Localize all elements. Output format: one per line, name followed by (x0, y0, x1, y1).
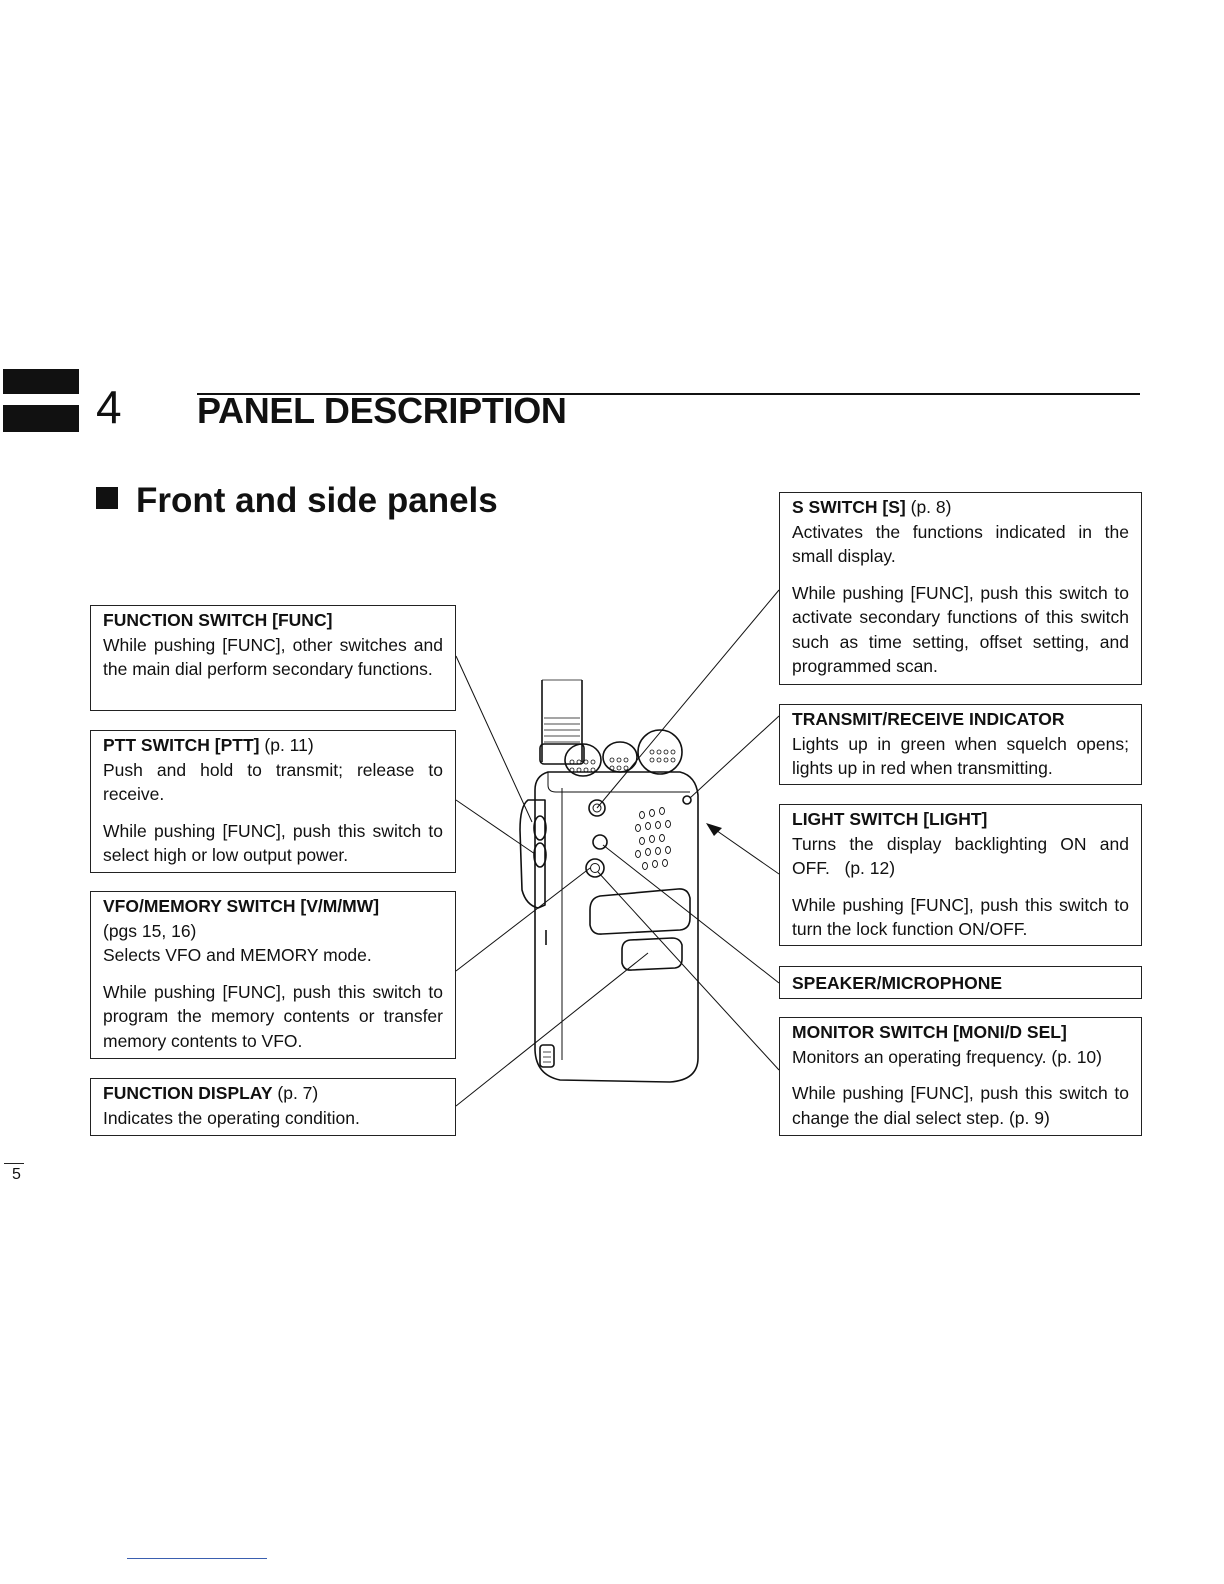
callout-text: While pushing [FUNC], push this switch to turn the lock function ON/OFF. (792, 894, 1129, 939)
callout-text: Lights up in green when squelch opens; lights up in red when transmitting. (792, 733, 1129, 778)
page-reference: (pgs 15, 16) (103, 920, 197, 941)
callout-text: Selects VFO and MEMORY mode. (103, 945, 372, 965)
page-reference: (p. 11) (264, 735, 314, 755)
arrow-icon (706, 823, 722, 836)
page-reference: (p. 7) (277, 1083, 319, 1103)
callout-ptt-switch (90, 730, 456, 873)
chapter-number: 4 (96, 381, 122, 433)
callout-heading: LIGHT SWITCH [LIGHT] (792, 809, 988, 829)
callout-text: While pushing [FUNC], other switches and the main dial perform secondary functions. (103, 634, 443, 679)
callout-heading: SPEAKER/MICROPHONE (792, 973, 1003, 993)
section-title-text: Front and side panels (136, 481, 498, 520)
callout-heading: TRANSMIT/RECEIVE INDICATOR (792, 709, 1065, 729)
callout-heading: S SWITCH [S] (792, 497, 906, 517)
callout-text: Indicates the operating condition. (103, 1107, 360, 1128)
callout-text: While pushing [FUNC], push this switch to change the dial select step. (p. 9) (792, 1083, 1129, 1128)
section-title (96, 483, 498, 518)
leader-lines (456, 590, 779, 1106)
footer-rule (127, 1558, 267, 1559)
callout-text: Turns the display backlighting ON and OFF. (p. 12) (792, 833, 1129, 878)
chapter-tab-mark (3, 405, 79, 432)
callout-heading: VFO/MEMORY SWITCH [V/M/MW] (103, 896, 380, 916)
indicator-graphic (683, 796, 691, 804)
display-window (590, 889, 690, 934)
callout-s-switch (779, 492, 1142, 685)
page-number-rule (4, 1163, 24, 1164)
callout-vfo-memory-switch (90, 891, 456, 1059)
antenna (542, 680, 582, 762)
section-bullet-icon (96, 487, 118, 509)
callout-light-switch (779, 804, 1142, 946)
page-reference: (p. 8) (910, 497, 952, 517)
callout-monitor-switch (779, 1017, 1142, 1136)
callout-transmit-receive-indicator (779, 704, 1142, 785)
callout-text: Monitors an operating frequency. (p. 10) (792, 1046, 1102, 1067)
callout-text: Push and hold to transmit; release to receive. (103, 759, 443, 804)
callout-function-switch (90, 605, 456, 711)
callout-heading: MONITOR SWITCH [MONI/D SEL] (792, 1022, 1067, 1042)
callout-speaker-microphone (779, 966, 1142, 999)
callout-text: Activates the functions indicated in the small display. (792, 521, 1129, 566)
monitor-switch-graphic (586, 859, 604, 877)
callout-heading: PTT SWITCH [PTT] (103, 735, 260, 755)
chapter-title: PANEL DESCRIPTION (197, 390, 567, 431)
callout-heading: FUNCTION SWITCH [FUNC] (103, 610, 333, 630)
callout-text: While pushing [FUNC], push this switch to activate secondary functions of this switch such as time setting, offset setting, and programmed scan. (792, 582, 1129, 676)
callout-function-display (90, 1078, 456, 1136)
callout-text: While pushing [FUNC], push this switch to select high or low output power. (103, 820, 443, 865)
page-number: 5 (12, 1166, 21, 1183)
radio-body (535, 772, 698, 1082)
callout-text: While pushing [FUNC], push this switch to program the memory contents or transfer memory contents to VFO. (103, 981, 443, 1051)
chapter-tab-mark (3, 369, 79, 394)
radio-illustration (440, 580, 785, 1120)
speaker-grille (636, 808, 671, 870)
callout-heading: FUNCTION DISPLAY (103, 1083, 273, 1103)
